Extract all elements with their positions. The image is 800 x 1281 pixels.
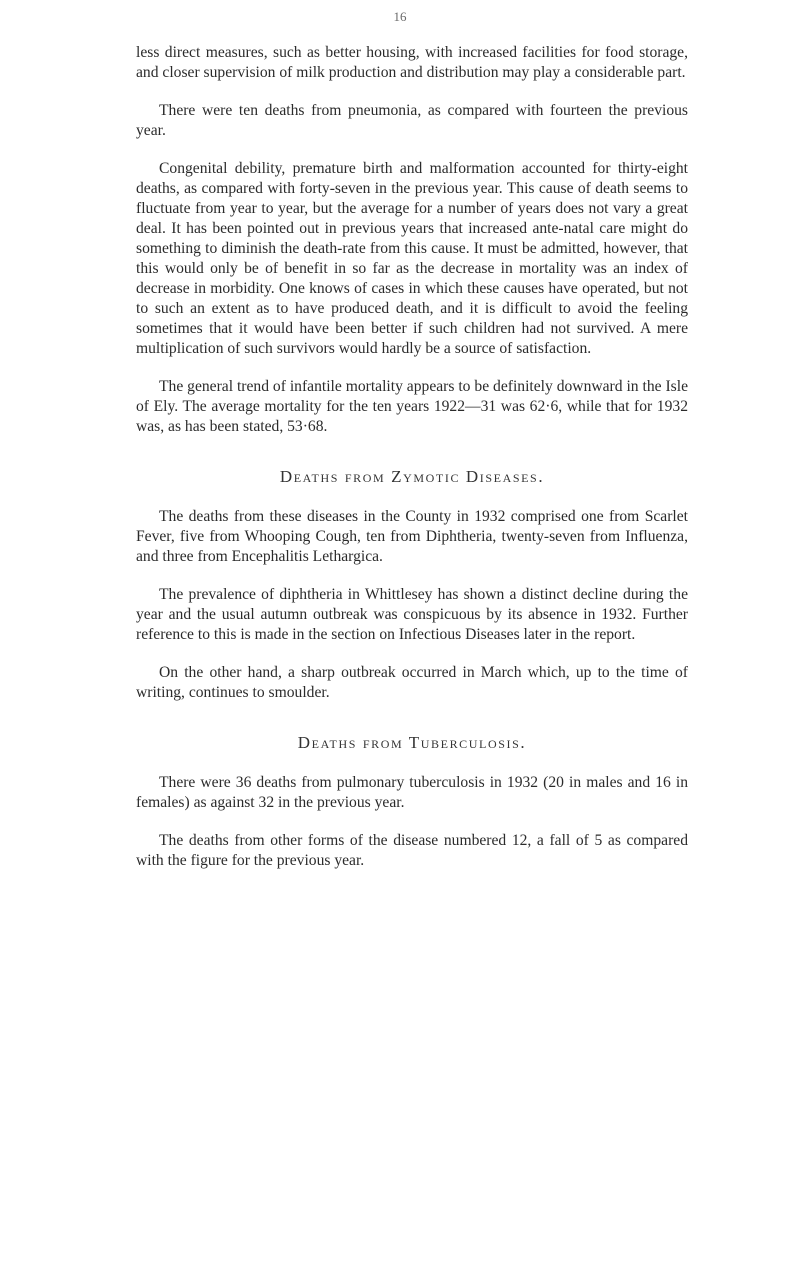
text-column bbox=[136, 43, 688, 871]
page-number: 16 bbox=[393, 9, 407, 24]
section-heading-tuberculosis: Deaths from Tuberculosis. bbox=[297, 733, 527, 752]
paragraph-zymotic-deaths: The deaths from these diseases in the County in 1932 comprised one from Scarlet Fever, five from Whooping Cough, ten from Diphtheria, twenty-seven from Influenza, and three from Encephalitis Lethargica. bbox=[136, 508, 688, 565]
paragraph-diphtheria-whittlesey: The prevalence of diphtheria in Whittlesey has shown a distinct decline during the year and the usual autumn outbreak was conspicuous by its absence in 1932. Further reference to this is made in the section on Infectious Diseases later in the report. bbox=[136, 586, 688, 643]
paragraph-infantile-mortality: The general trend of infantile mortality appears to be definitely downward in the Isle of Ely. The average mortality for the ten years 1922—31 was 62·6, while that for 1932 was, as has been stated, 53·68. bbox=[136, 378, 688, 435]
paragraph-pulmonary-tuberculosis: There were 36 deaths from pulmonary tuberculosis in 1932 (20 in males and 16 in females) as against 32 in the previous year. bbox=[136, 774, 688, 811]
paragraph-march-outbreak: On the other hand, a sharp outbreak occurred in March which, up to the time of writing, continues to smoulder. bbox=[136, 664, 688, 701]
section-heading-zymotic: Deaths from Zymotic Diseases. bbox=[279, 467, 545, 486]
paragraph-other-tuberculosis: The deaths from other forms of the disease numbered 12, a fall of 5 as compared with the figure for the previous year. bbox=[136, 832, 688, 869]
paragraph-congenital-debility: Congenital debility, premature birth and malformation accounted for thirty-eight deaths, as compared with forty-seven in the previous year. This cause of death seems to fluctuate from year to year, but the average for a number of years does not vary a great deal. It has been pointed out in previous years that increased ante-natal care might do something to diminish the death-rate from this cause. It must be admitted, however, that this would only be of benefit in so far as the decrease in mortality was an index of decrease in morbidity. One knows of cases in which these causes have operated, but not to such an extent as to have produced death, and it is difficult to avoid the feeling sometimes that it would have been better if such children had not survived. A mere multiplication of such survivors would hardly be a source of satisfaction. bbox=[136, 160, 688, 357]
paragraph-continuation: less direct measures, such as better housing, with increased facilities for food storage, and closer supervision of milk production and distribution may play a considerable part. bbox=[136, 44, 688, 81]
paragraph-pneumonia: There were ten deaths from pneumonia, as compared with fourteen the previous year. bbox=[136, 102, 688, 139]
